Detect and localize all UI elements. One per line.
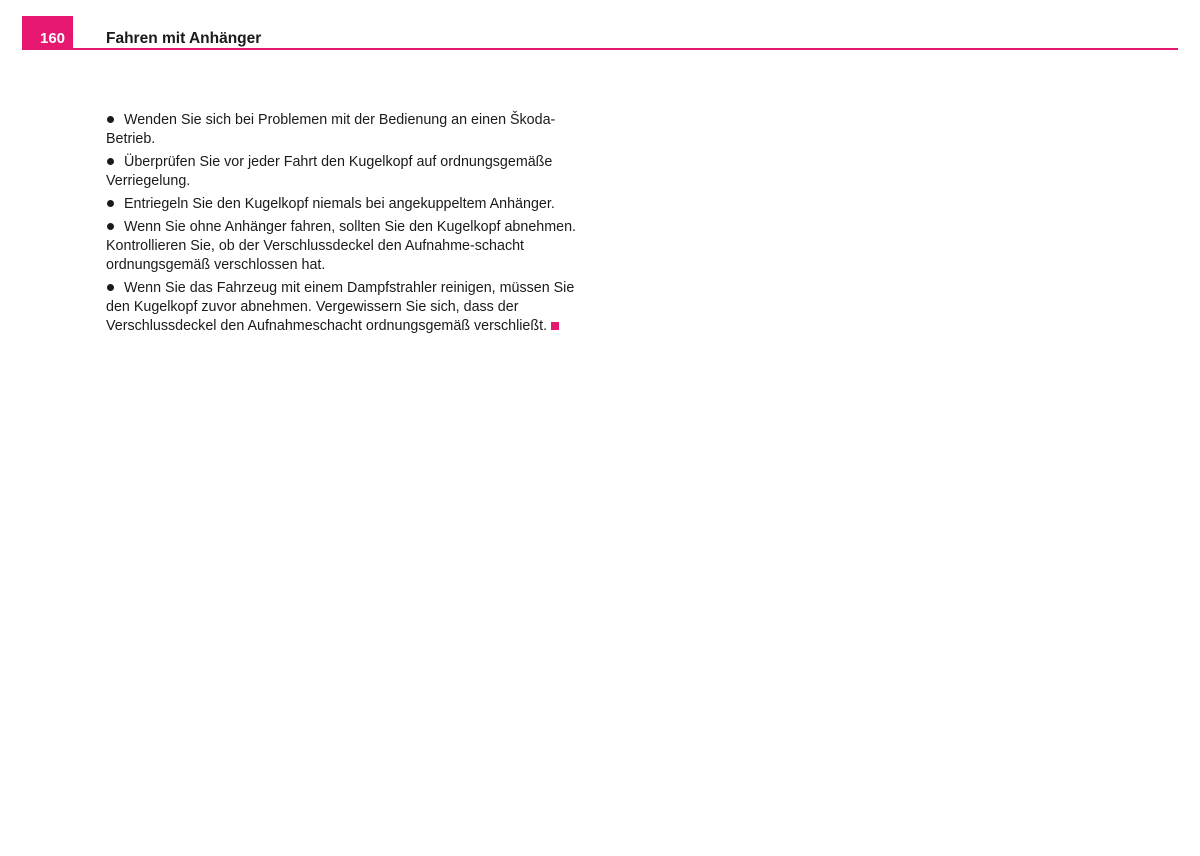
- bullet-icon: [107, 284, 114, 291]
- list-item-text: Entriegeln Sie den Kugelkopf niemals bei angekuppeltem Anhänger.: [124, 196, 555, 212]
- list-item: [106, 279, 581, 336]
- chapter-title: Fahren mit Anhänger: [106, 30, 262, 47]
- list-item: [106, 218, 581, 275]
- list-item-text: Wenn Sie das Fahrzeug mit einem Dampfstrahler reinigen, müssen Sie den Kugelkopf zuvor abnehmen. Vergewissern Sie sich, dass der Verschlussdeckel den Aufnahmeschacht ordnungsgemäß verschließt.: [106, 280, 575, 334]
- bullet-icon: [107, 223, 114, 230]
- list-item: [106, 195, 581, 214]
- list-item-text: Überprüfen Sie vor jeder Fahrt den Kugelkopf auf ordnungsgemäße Verriegelung.: [106, 154, 553, 189]
- section-end-icon: [551, 322, 559, 330]
- page-header: [22, 16, 1178, 50]
- list-item: [106, 111, 581, 149]
- page-number: 160: [40, 30, 66, 47]
- list-item-text: Wenn Sie ohne Anhänger fahren, sollten Sie den Kugelkopf abnehmen. Kontrollieren Sie, ob der Verschlussdeckel den Aufnahme-schacht ordnungsgemäß verschlossen hat.: [106, 219, 577, 273]
- bullet-icon: [107, 116, 114, 123]
- list-item-text: Wenden Sie sich bei Problemen mit der Bedienung an einen Škoda-Betrieb.: [106, 112, 556, 147]
- bullet-icon: [107, 158, 114, 165]
- bullet-icon: [107, 200, 114, 207]
- header-rule: [22, 48, 1178, 50]
- page-number-box: [22, 16, 73, 50]
- warning-bullet-list: [106, 111, 581, 340]
- list-item: [106, 153, 581, 191]
